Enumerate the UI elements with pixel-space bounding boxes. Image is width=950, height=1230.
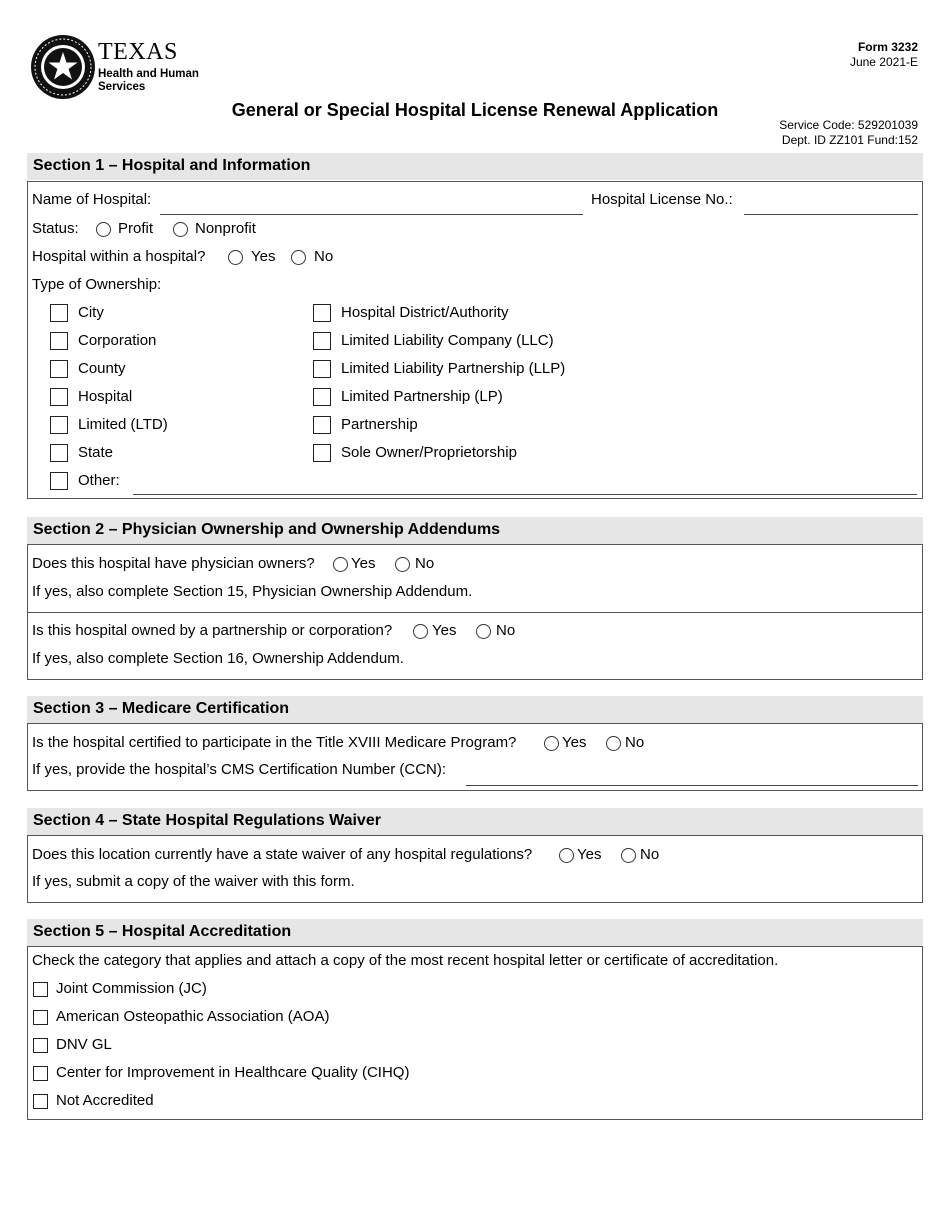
section1-box [27, 181, 923, 499]
section2-heading: Section 2 – Physician Ownership and Ownership Addendums [27, 517, 923, 544]
accreditation-dnv-checkbox[interactable] [33, 1038, 48, 1053]
waiver-yes-radio[interactable] [559, 848, 574, 863]
texas-seal-icon [30, 34, 96, 100]
partnership-yes-radio[interactable] [413, 624, 428, 639]
waiver-question: Does this location currently have a state waiver of any hospital regulations? [32, 846, 533, 863]
ownership-hospital-label: Hospital [78, 388, 133, 405]
accreditation-cihq-checkbox[interactable] [33, 1066, 48, 1081]
section2-box [27, 544, 923, 680]
hhs-logo [30, 34, 200, 100]
status-nonprofit-label: Nonprofit [195, 220, 256, 237]
ownership-partnership-checkbox[interactable] [313, 416, 331, 434]
partnership-question: Is this hospital owned by a partnership or corporation? [32, 622, 393, 639]
waiver-note: If yes, submit a copy of the waiver with this form. [32, 873, 355, 890]
ownership-county-label: County [78, 360, 126, 377]
ownership-corporation-checkbox[interactable] [50, 332, 68, 350]
status-nonprofit-radio[interactable] [173, 222, 188, 237]
ownership-llp-checkbox[interactable] [313, 360, 331, 378]
medicare-yes-label: Yes [562, 734, 587, 751]
accreditation-instruction: Check the category that applies and attach a copy of the most recent hospital letter or certificate of accreditation. [32, 952, 779, 969]
logo-texas-text: TEXAS [98, 39, 178, 65]
partnership-note: If yes, also complete Section 16, Ownership Addendum. [32, 650, 404, 667]
accreditation-dnv-label: DNV GL [56, 1036, 112, 1053]
ownership-limited-label: Limited (LTD) [78, 416, 168, 433]
waiver-no-radio[interactable] [621, 848, 636, 863]
ownership-other-label: Other: [78, 472, 120, 489]
ownership-city-label: City [78, 304, 104, 321]
ownership-state-checkbox[interactable] [50, 444, 68, 462]
ownership-llp-label: Limited Liability Partnership (LLP) [341, 360, 566, 377]
partnership-yes-label: Yes [432, 622, 457, 639]
section5-heading: Section 5 – Hospital Accreditation [27, 919, 923, 946]
section3-heading: Section 3 – Medicare Certification [27, 696, 923, 723]
accreditation-jc-checkbox[interactable] [33, 982, 48, 997]
waiver-no-label: No [640, 846, 660, 863]
medicare-yes-radio[interactable] [544, 736, 559, 751]
ownership-llc-checkbox[interactable] [313, 332, 331, 350]
form-date: June 2021-E [849, 55, 918, 69]
status-profit-radio[interactable] [96, 222, 111, 237]
medicare-no-label: No [625, 734, 645, 751]
ownership-district-checkbox[interactable] [313, 304, 331, 322]
accreditation-none-label: Not Accredited [56, 1092, 154, 1109]
section5-box [27, 946, 923, 1120]
ownership-county-checkbox[interactable] [50, 360, 68, 378]
partnership-no-label: No [496, 622, 516, 639]
hospital-name-field[interactable] [160, 214, 583, 215]
ownership-partnership-label: Partnership [341, 416, 418, 433]
service-code: Service Code: 529201039 [779, 118, 918, 132]
page-title: General or Special Hospital License Renewal Application [231, 100, 719, 120]
physician-owners-note: If yes, also complete Section 15, Physician Ownership Addendum. [32, 583, 473, 600]
hwh-yes-label: Yes [251, 248, 276, 265]
accreditation-jc-label: Joint Commission (JC) [56, 980, 207, 997]
ownership-other-checkbox[interactable] [50, 472, 68, 490]
hwh-yes-radio[interactable] [228, 250, 243, 265]
license-no-field[interactable] [744, 214, 918, 215]
logo-sub-line2: Services [98, 81, 146, 93]
accreditation-none-checkbox[interactable] [33, 1094, 48, 1109]
section2-divider [28, 612, 922, 613]
logo-sub-line1: Health and Human [98, 68, 199, 80]
physician-owners-question: Does this hospital have physician owners? [32, 555, 315, 572]
ownership-district-label: Hospital District/Authority [341, 304, 509, 321]
ownership-hospital-checkbox[interactable] [50, 388, 68, 406]
section4-box [27, 835, 923, 903]
form-number: Form 3232 [857, 40, 918, 54]
ccn-label: If yes, provide the hospital’s CMS Certification Number (CCN): [32, 761, 447, 778]
hwh-label: Hospital within a hospital? [32, 248, 206, 265]
ownership-llc-label: Limited Liability Company (LLC) [341, 332, 554, 349]
service-info [779, 118, 918, 148]
ownership-sole-owner-checkbox[interactable] [313, 444, 331, 462]
ownership-label: Type of Ownership: [32, 276, 162, 293]
ccn-field[interactable] [466, 785, 918, 786]
medicare-question: Is the hospital certified to participate in the Title XVIII Medicare Program? [32, 734, 517, 751]
ownership-corporation-label: Corporation [78, 332, 157, 349]
status-profit-label: Profit [118, 220, 154, 237]
ownership-city-checkbox[interactable] [50, 304, 68, 322]
ownership-sole-owner-label: Sole Owner/Proprietorship [341, 444, 517, 461]
physician-owners-yes-label: Yes [351, 555, 376, 572]
status-label: Status: [32, 220, 79, 237]
accreditation-aoa-label: American Osteopathic Association (AOA) [56, 1008, 330, 1025]
ownership-state-label: State [78, 444, 114, 461]
physician-owners-no-radio[interactable] [395, 557, 410, 572]
medicare-no-radio[interactable] [606, 736, 621, 751]
logo-subtitle [98, 68, 208, 94]
dept-id: Dept. ID ZZ101 Fund:152 [781, 133, 918, 147]
ownership-other-field[interactable] [133, 494, 917, 495]
section1-heading: Section 1 – Hospital and Information [27, 153, 923, 180]
accreditation-aoa-checkbox[interactable] [33, 1010, 48, 1025]
ownership-lp-label: Limited Partnership (LP) [341, 388, 503, 405]
waiver-yes-label: Yes [577, 846, 602, 863]
section4-heading: Section 4 – State Hospital Regulations Waiver [27, 808, 923, 835]
hwh-no-label: No [314, 248, 334, 265]
hospital-name-label: Name of Hospital: [32, 191, 152, 208]
section3-box [27, 723, 923, 791]
physician-owners-yes-radio[interactable] [333, 557, 348, 572]
ownership-limited-checkbox[interactable] [50, 416, 68, 434]
license-no-label: Hospital License No.: [591, 191, 733, 208]
partnership-no-radio[interactable] [476, 624, 491, 639]
accreditation-cihq-label: Center for Improvement in Healthcare Quality (CIHQ) [56, 1064, 410, 1081]
physician-owners-no-label: No [415, 555, 435, 572]
hwh-no-radio[interactable] [291, 250, 306, 265]
ownership-lp-checkbox[interactable] [313, 388, 331, 406]
